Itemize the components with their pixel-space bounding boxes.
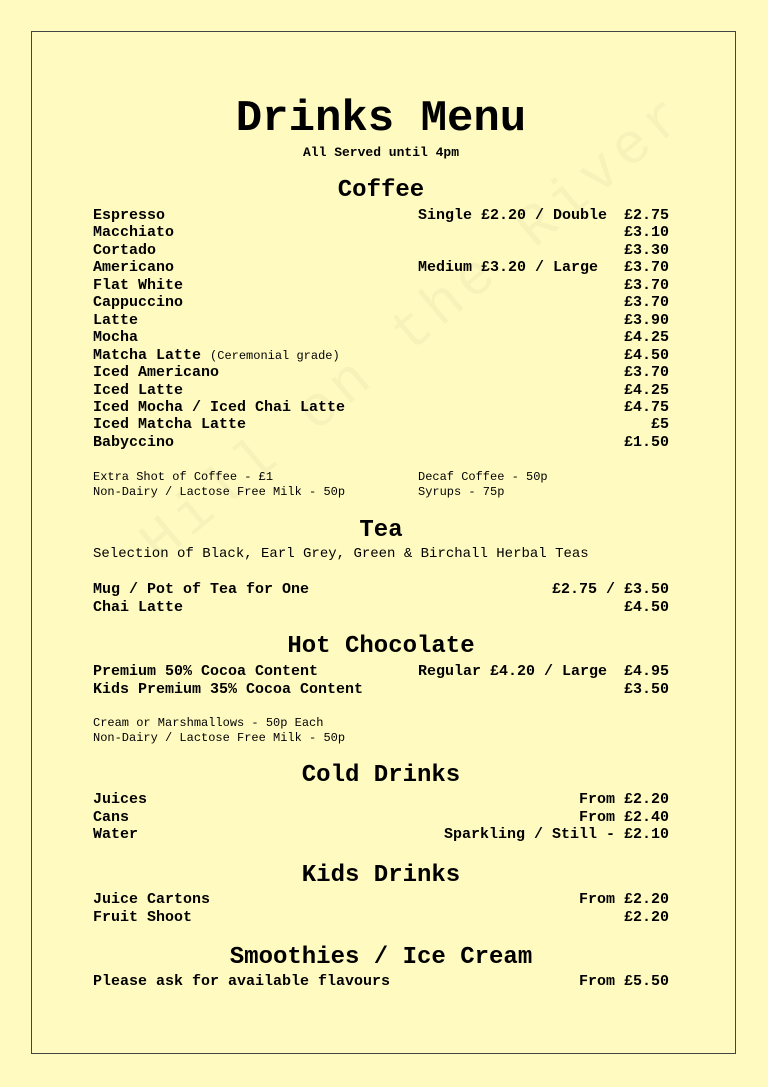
item-name: [93, 207, 165, 224]
cold-drinks-heading: Cold Drinks: [301, 762, 461, 789]
item-name-text: Fruit Shoot: [93, 908, 193, 926]
menu-item-row: [93, 259, 669, 276]
item-name-text: Chai Latte: [93, 598, 184, 616]
item-price: £3.70: [623, 364, 669, 382]
menu-item-row: [93, 416, 669, 433]
item-price: £2.75 / £3.50: [551, 581, 669, 598]
menu-item-row: [93, 277, 669, 294]
coffee-extra-right-1: Decaf Coffee - 50p: [418, 470, 548, 484]
item-name-text: Juices: [93, 791, 148, 808]
tea-intro: Selection of Black, Earl Grey, Green & Birchall Herbal Teas: [93, 546, 589, 562]
menu-item-row: [93, 891, 669, 908]
item-name: [93, 416, 246, 433]
item-name-text: Iced Matcha Latte: [93, 416, 247, 434]
item-name: [93, 973, 390, 990]
item-price: £3.30: [623, 241, 669, 259]
item-price: £3.70: [623, 276, 669, 294]
item-name-text: Matcha Latte: [93, 346, 202, 364]
item-name: [93, 791, 147, 808]
item-name: [93, 382, 183, 399]
menu-item-row: [93, 434, 669, 451]
item-name: [93, 581, 309, 598]
item-name-text: Espresso: [93, 207, 166, 224]
menu-item-row: [93, 681, 669, 698]
item-name: [93, 599, 183, 616]
item-name: [93, 224, 174, 241]
menu-item-row: [93, 599, 669, 616]
item-name: [93, 347, 340, 365]
item-name: [93, 891, 210, 908]
menu-item-row: [93, 207, 669, 224]
item-name-text: Flat White: [93, 276, 184, 294]
item-price: £2.20: [623, 908, 669, 926]
item-name-text: Kids Premium 35% Cocoa Content: [93, 680, 364, 698]
item-note: (Ceremonial grade): [210, 348, 340, 363]
menu-item-row: [93, 826, 669, 843]
item-name-text: Iced Americano: [93, 364, 220, 382]
item-price: £4.25: [623, 381, 669, 399]
item-price: From £5.50: [578, 973, 669, 990]
item-name-text: Latte: [93, 311, 139, 329]
item-name-text: Americano: [93, 259, 175, 277]
hot-chocolate-extra-2: Non-Dairy / Lactose Free Milk - 50p: [93, 731, 346, 745]
menu-item-row: [93, 663, 669, 680]
item-price: From £2.40: [578, 808, 669, 826]
item-name-text: Macchiato: [93, 224, 175, 242]
coffee-heading: Coffee: [337, 177, 425, 204]
item-option: Single £2.20 / Double: [418, 207, 608, 224]
coffee-extra-left-1: Extra Shot of Coffee - £1: [93, 470, 274, 484]
menu-item-row: [93, 312, 669, 329]
item-price: £1.50: [623, 433, 669, 451]
menu-item-row: [93, 329, 669, 346]
item-price: From £2.20: [578, 791, 669, 808]
item-name: [93, 364, 219, 381]
item-name: [93, 329, 138, 346]
item-price: From £2.20: [578, 891, 669, 908]
item-price: Sparkling / Still - £2.10: [443, 826, 669, 843]
item-price: £5: [650, 416, 669, 434]
smoothies-heading: Smoothies / Ice Cream: [229, 944, 533, 971]
item-price: £4.50: [623, 346, 669, 364]
menu-item-row: [93, 347, 669, 364]
item-name: [93, 242, 156, 259]
item-name-text: Iced Mocha / Iced Chai Latte: [93, 398, 346, 416]
menu-item-row: [93, 791, 669, 808]
item-name: [93, 809, 129, 826]
item-price: £3.10: [623, 224, 669, 242]
item-name-text: Water: [93, 826, 139, 843]
item-name: [93, 277, 183, 294]
tea-heading: Tea: [359, 517, 403, 544]
item-name: [93, 826, 138, 843]
item-name-text: Iced Latte: [93, 381, 184, 399]
menu-item-row: [93, 294, 669, 311]
item-name: [93, 259, 174, 276]
item-name-text: Babyccino: [93, 433, 175, 451]
item-name-text: Cans: [93, 808, 130, 826]
item-name: [93, 434, 174, 451]
item-name-text: Mocha: [93, 329, 139, 347]
menu-item-row: [93, 382, 669, 399]
item-price: £3.90: [623, 311, 669, 329]
menu-item-row: [93, 364, 669, 381]
item-price: £4.95: [623, 663, 669, 680]
menu-item-row: [93, 242, 669, 259]
item-price: £4.75: [623, 398, 669, 416]
item-name: [93, 663, 318, 680]
item-price: £3.70: [623, 294, 669, 312]
item-name: [93, 909, 192, 926]
item-price: £4.50: [623, 598, 669, 616]
item-name-text: Premium 50% Cocoa Content: [93, 663, 319, 680]
item-price: £2.75: [623, 207, 669, 224]
item-name: [93, 399, 345, 416]
item-price: £3.70: [623, 259, 669, 277]
item-name: [93, 312, 138, 329]
hot-chocolate-heading: Hot Chocolate: [287, 633, 475, 660]
menu-item-row: [93, 224, 669, 241]
menu-item-row: [93, 581, 669, 598]
kids-drinks-heading: Kids Drinks: [301, 862, 461, 889]
item-name-text: Juice Cartons: [93, 891, 211, 908]
hot-chocolate-extra-1: Cream or Marshmallows - 50p Each: [93, 716, 324, 730]
page-subtitle: All Served until 4pm: [302, 145, 460, 160]
coffee-extra-right-2: Syrups - 75p: [418, 485, 505, 499]
item-name-text: Mug / Pot of Tea for One: [93, 581, 310, 598]
menu-item-row: [93, 399, 669, 416]
item-name-text: Cortado: [93, 241, 157, 259]
item-name: [93, 681, 363, 698]
item-option: Regular £4.20 / Large: [418, 663, 608, 680]
item-price: £4.25: [623, 329, 669, 347]
item-price: £3.50: [623, 680, 669, 698]
coffee-extra-left-2: Non-Dairy / Lactose Free Milk - 50p: [93, 485, 346, 499]
menu-item-row: [93, 973, 669, 990]
menu-item-row: [93, 909, 669, 926]
menu-item-row: [93, 809, 669, 826]
item-option: Medium £3.20 / Large: [418, 259, 599, 277]
item-name-text: Cappuccino: [93, 294, 184, 312]
page-title: Drinks Menu: [235, 94, 527, 144]
item-name-text: Please ask for available flavours: [93, 973, 391, 990]
item-name: [93, 294, 183, 311]
